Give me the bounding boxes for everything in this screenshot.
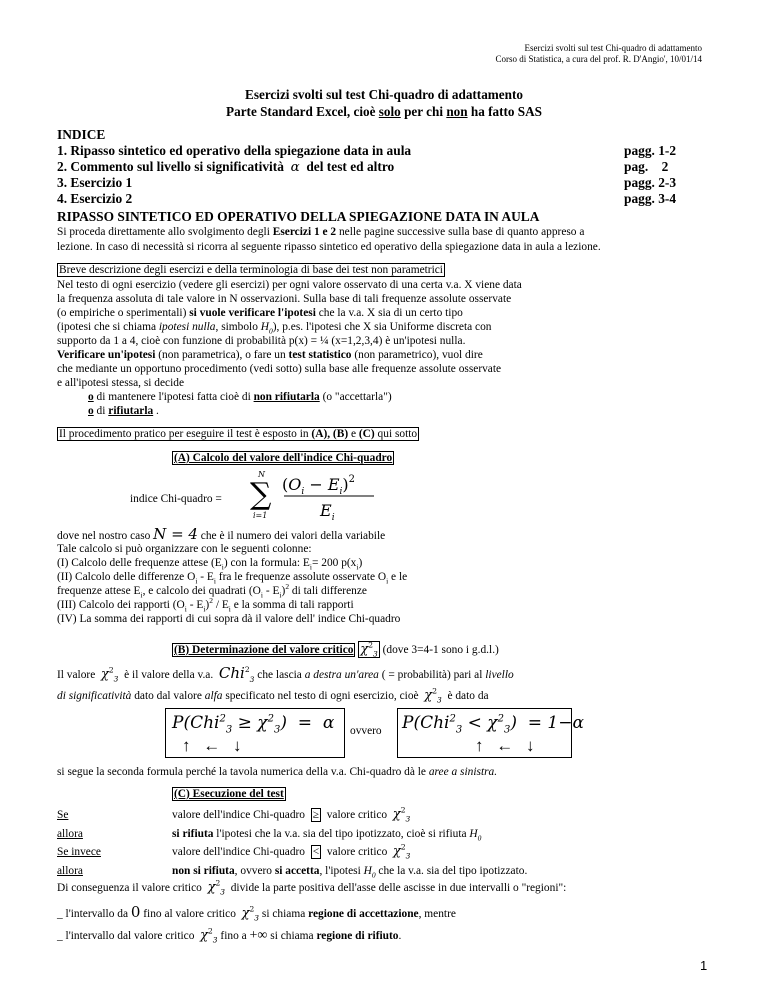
section-a-line: (I) Calcolo delle frequenze attese $(E_i)$ con la formula: $E_i= 200$ $p(x_i)$	[57, 557, 363, 572]
index-item-2: 2. Commento sul livello si significatività α del test ed altro	[57, 159, 395, 175]
index-pages-2: pag. 2	[624, 159, 669, 174]
description-line: (o empiriche o sperimentali) si vuole verificare l'ipotesi che la v.a. X sia di un certo tipo	[57, 307, 463, 319]
running-header-line2: Corso di Statistica, a cura del prof. R. D'Angio', 10/01/14	[495, 54, 702, 64]
sum-lower-limit: i=1	[253, 511, 268, 520]
formula-left-tail: $P(Chi^2_3 < \chi^2_3) = 1-\alpha$	[402, 713, 584, 736]
arrows-left: ↑ ← ↓	[182, 736, 242, 755]
rule-reject-condition: valore dell'indice Chi-quadro ≥ valore critico $\chi^2_3$	[172, 805, 411, 824]
index-item-4: 4. Esercizio 2	[57, 191, 133, 206]
index-pages-3: pagg. 2-3	[624, 175, 677, 190]
label-se: Se	[57, 809, 69, 821]
description-line: e all'ipotesi stessa, si decide	[57, 377, 184, 389]
procedure-line: Il procedimento pratico per eseguire il test è esposto in (A), (B) e (C) qui sotto	[59, 428, 418, 440]
index-heading: INDICE	[57, 127, 106, 142]
description-line: Verificare un'ipotesi (non parametrica), o fare un test statistico (non parametrico), vuol dire	[57, 349, 483, 361]
document-subtitle: Parte Standard Excel, cioè solo per chi non ha fatto SAS	[226, 104, 542, 119]
rule-reject-result: si rifiuta l'ipotesi che la v.a. sia del tipo ipotizzato, cioè si rifiuta $H_0$	[172, 828, 482, 843]
arrows-right: ↑ ← ↓	[475, 736, 535, 755]
section-b-heading: (B) Determinazione del valore critico $\chi^2_3$ (dove 3=4-1 sono i g.d.l.)	[174, 640, 499, 659]
intro-line-1: Si proceda direttamente allo svolgimento degli Esercizi 1 e 2 nelle pagine successive sulla base di quanto appreso a	[57, 226, 585, 238]
description-line: (ipotesi che si chiama ipotesi nulla, simbolo $H_0$), p.es. l'ipotesi che X sia Uniforme discreta con	[57, 321, 492, 336]
label-se-invece: Se invece	[57, 846, 101, 858]
sum-sign: ∑	[250, 477, 272, 512]
rule-accept-condition: valore dell'indice Chi-quadro < valore critico $\chi^2_3$	[172, 842, 411, 861]
index-pages-4: pagg. 3-4	[624, 191, 677, 206]
consequence-line: Di conseguenza il valore critico $\chi^2_3$ divide la parte positiva dell'asse delle ascisse in due intervalli o "regioni":	[57, 878, 567, 897]
section-a-heading: (A) Calcolo del valore dell'indice Chi-quadro	[174, 452, 393, 464]
ovvero-label: ovvero	[350, 725, 382, 737]
section-a-line: (IV) La somma dei rapporti di cui sopra dà il valore dell' indice Chi-quadro	[57, 613, 401, 625]
section-b-line-2: di significatività dato dal valore alfa specificato nel testo di ogni esercizio, cioè $\chi^2_3$ è dato da	[57, 686, 489, 705]
formula-label: indice Chi-quadro =	[130, 493, 222, 505]
label-allora-2: allora	[57, 865, 83, 877]
section-c-heading: (C) Esecuzione del test	[174, 788, 284, 800]
section-a-line: (II) Calcolo delle differenze $O_i - E_i$ fra le frequenze assolute osservate $O_i$ e le	[57, 571, 408, 586]
index-item-3: 3. Esercizio 1	[57, 175, 133, 190]
rule-accept-result: non si rifiuta, ovvero si accetta, l'ipotesi $H_0$ che la v.a. sia del tipo ipotizzato.	[172, 865, 528, 880]
document-title: Esercizi svolti sul test Chi-quadro di adattamento	[245, 87, 523, 102]
section-a-line: (III) Calcolo dei rapporti $(O_i - E_i)^2 / E_i$ e la somma di tali rapporti	[57, 596, 354, 614]
formula-numerator: $(O_i - E_i)^2$	[282, 474, 356, 497]
section-b-line-1: Il valore $\chi^2_3$ è il valore della v.a. Chi$^2_3$ che lascia a destra un'area ( = probabilità) pari al livello	[57, 664, 514, 684]
label-allora: allora	[57, 828, 83, 840]
formula-denominator: $E_i$	[320, 501, 335, 523]
description-line: che mediante un opportuno procedimento (vedi sotto) sulla base alle frequenze assolute osservate	[57, 363, 502, 375]
section-b-after: si segue la seconda formula perché la tavola numerica della v.a. Chi-quadro dà le aree a sinistra.	[57, 766, 498, 778]
description-line: Nel testo di ogni esercizio (vedere gli esercizi) per ogni valore osservato di una certa v.a. X viene data	[57, 279, 522, 291]
description-line: la frequenza assoluta di tale valore in N osservazioni. Sulla base di tali frequenze assolute osservate	[57, 293, 512, 305]
chi-square-formula	[250, 468, 450, 526]
acceptance-region-line: _ l'intervallo da 0 fino al valore critico $\chi^2_3$ si chiama regione di accettazione, mentre	[57, 903, 456, 923]
description-option-keep: o di mantenere l'ipotesi fatta cioè di non rifiutarla (o "accettarla")	[88, 391, 392, 403]
index-pages-1: pagg. 1-2	[624, 143, 677, 158]
formula-right-tail: $P(Chi^2_3 \ge \chi^2_3) = \alpha$	[172, 713, 335, 736]
section-a-line: dove nel nostro caso N = 4 che è il numero dei valori della variabile	[57, 525, 386, 543]
section-title: RIPASSO SINTETICO ED OPERATIVO DELLA SPIEGAZIONE DATA IN AULA	[57, 209, 540, 224]
page-number: 1	[700, 958, 708, 973]
intro-line-2: lezione. In caso di necessità si ricorra al seguente ripasso sintetico ed operativo della spiegazione data in aula a lezione.	[57, 241, 601, 253]
rejection-region-line: _ l'intervallo dal valore critico $\chi^2_3$ fino a +∞ si chiama regione di rifiuto.	[57, 926, 402, 945]
description-heading: Breve descrizione degli esercizi e della terminologia di base dei test non parametrici	[59, 264, 443, 276]
alpha-symbol: α	[290, 160, 300, 175]
description-line: supporto da 1 a 4, cioè con funzione di probabilità p(x) = ¼ (x=1,2,3,4) è un'ipotesi nulla.	[57, 335, 466, 347]
description-option-reject: o di rifiutarla .	[88, 405, 159, 417]
index-item-1: 1. Ripasso sintetico ed operativo della spiegazione data in aula	[57, 143, 412, 158]
section-a-line: frequenze attese $E_i$, e calcolo dei quadrati $(O_i - E_i)^2$ di tali differenze	[57, 582, 367, 600]
running-header-line1: Esercizi svolti sul test Chi-quadro di adattamento	[524, 43, 702, 53]
section-a-line: Tale calcolo si può organizzare con le seguenti colonne:	[57, 543, 312, 555]
sum-upper-limit: N	[258, 470, 265, 479]
